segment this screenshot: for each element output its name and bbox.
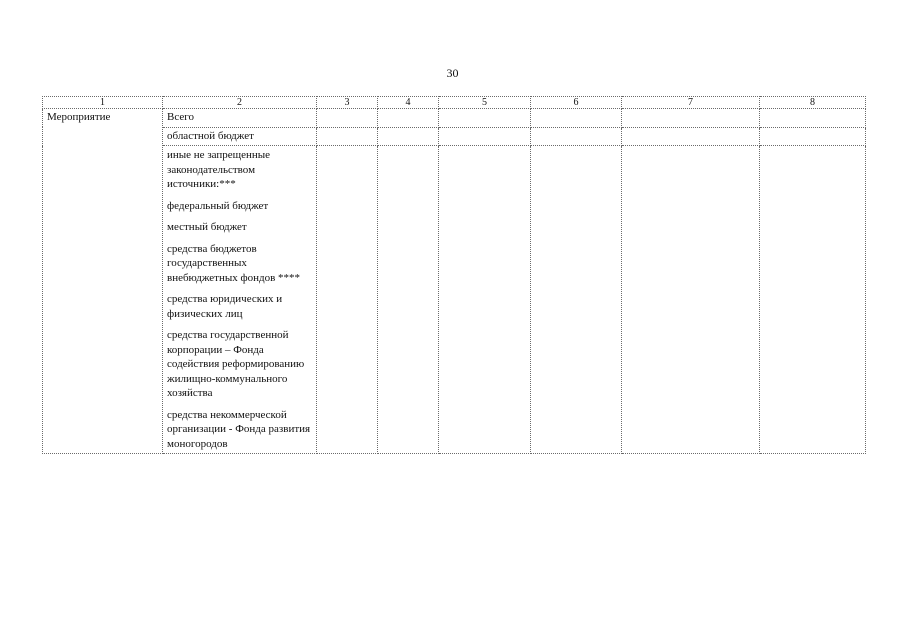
- value-cell: [622, 127, 760, 146]
- budget-table: [42, 96, 866, 454]
- funding-source-list: [163, 146, 317, 454]
- value-cell: [622, 146, 760, 454]
- table-row: [43, 146, 866, 454]
- funding-source-item: федеральный бюджет: [167, 199, 269, 212]
- value-cell: [760, 146, 866, 454]
- column-number-cell: 8: [760, 97, 866, 109]
- value-cell: [378, 146, 439, 454]
- column-number-cell: 6: [531, 97, 622, 109]
- page-number: 30: [446, 66, 459, 80]
- column-number-cell: 4: [378, 97, 439, 109]
- funding-source-item: средства юридических и физических лиц: [167, 293, 283, 320]
- value-cell: [439, 146, 531, 454]
- funding-source-item: иные не запрещенные законодательством источники:***: [167, 149, 271, 190]
- column-number-cell: 3: [317, 97, 378, 109]
- value-cell: [439, 109, 531, 128]
- value-cell: [317, 109, 378, 128]
- funding-source-item: средства государственной корпорации – Фонда содействия реформированию жилищно-коммунального хозяйства: [167, 329, 305, 399]
- column-number-cell: 2: [163, 97, 317, 109]
- funding-source-item: местный бюджет: [167, 221, 247, 233]
- funding-source-item: средства некоммерческой организации - Фонда развития моногородов: [167, 408, 311, 450]
- value-cell: [531, 146, 622, 454]
- value-cell: [760, 109, 866, 128]
- value-cell: [622, 109, 760, 128]
- value-cell: [531, 127, 622, 146]
- value-cell: [317, 146, 378, 454]
- event-cell: Мероприятие: [43, 109, 163, 454]
- table-row: [43, 127, 866, 146]
- value-cell: [378, 109, 439, 128]
- funding-source-item: средства бюджетов государственных внебюджетных фондов ****: [167, 242, 301, 284]
- column-number-cell: 1: [43, 97, 163, 109]
- table-row: [43, 109, 866, 128]
- funding-source-cell: Всего: [163, 109, 317, 128]
- value-cell: [760, 127, 866, 146]
- funding-source-cell: областной бюджет: [163, 127, 317, 146]
- value-cell: [531, 109, 622, 128]
- column-number-cell: 5: [439, 97, 531, 109]
- value-cell: [317, 127, 378, 146]
- value-cell: [378, 127, 439, 146]
- value-cell: [439, 127, 531, 146]
- column-number-row: [43, 97, 866, 109]
- column-number-cell: 7: [622, 97, 760, 109]
